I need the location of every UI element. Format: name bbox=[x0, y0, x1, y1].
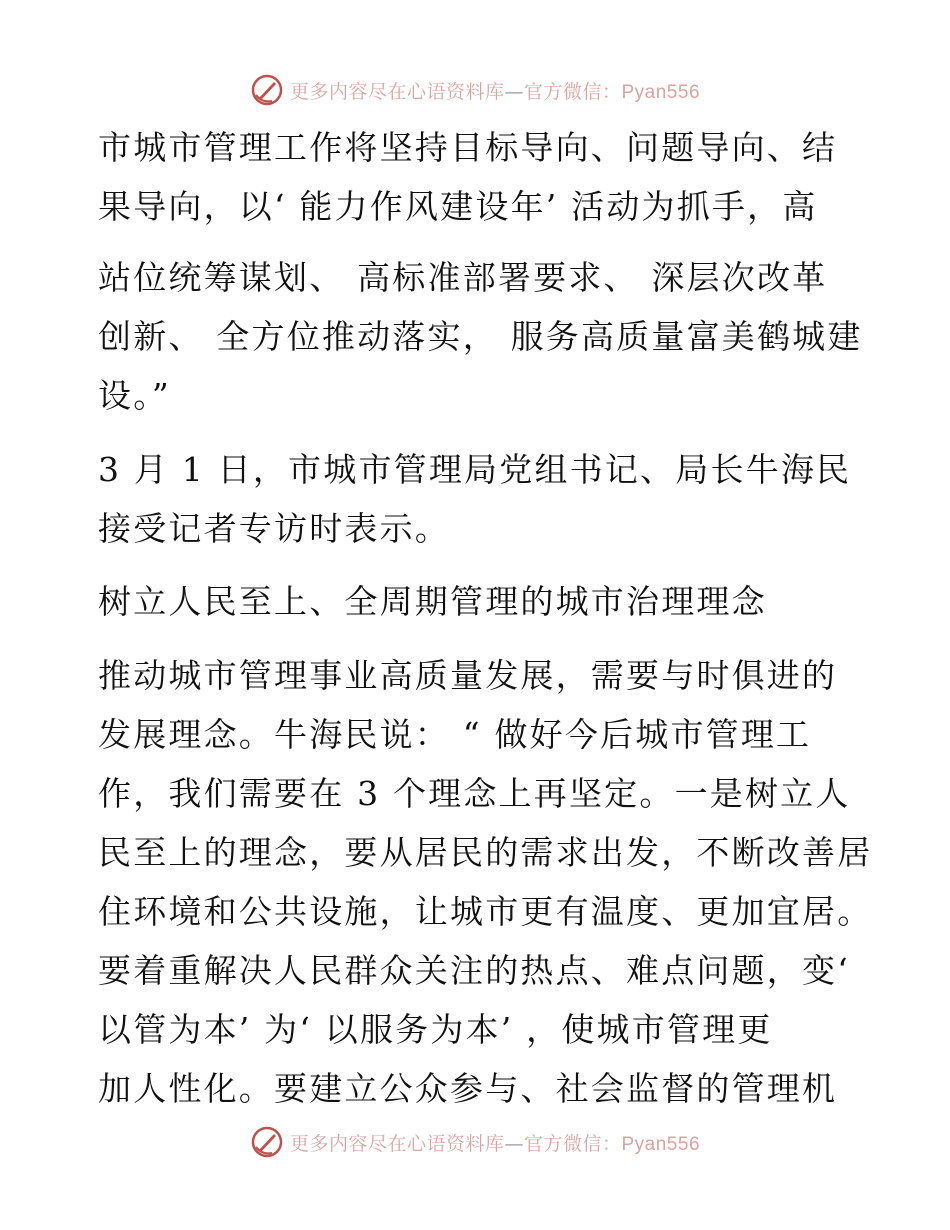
body-line: 3 月 1 日，市城市管理局党组书记、局长牛海民 bbox=[98, 450, 852, 489]
body-line: 民至上的理念，要从居民的需求出发，不断改善居 bbox=[98, 833, 873, 872]
body-line: 要着重解决人民群众关注的热点、难点问题，变‘ bbox=[98, 951, 850, 990]
body-line: 作，我们需要在 3 个理念上再坚定。一是树立人 bbox=[98, 774, 851, 813]
body-line: 以管为本’ 为‘ 以服务为本’ ，使城市管理更 bbox=[98, 1010, 773, 1049]
body-line: 站位统筹谋划、 高标准部署要求、 深层次改革 bbox=[98, 258, 828, 297]
body-line: 加人性化。要建立公众参与、社会监督的管理机 bbox=[98, 1069, 838, 1108]
body-line: 推动城市管理事业高质量发展，需要与时俱进的 bbox=[98, 656, 838, 695]
body-line: 设。” bbox=[98, 376, 171, 415]
body-line: 果导向，以‘ 能力作风建设年’ 活动为抓手，高 bbox=[98, 187, 818, 226]
quill-circle-logo-icon bbox=[250, 1125, 284, 1159]
body-line: 住环境和公共设施，让城市更有温度、更加宜居。 bbox=[98, 892, 873, 931]
watermark-text: 更多内容尽在心语资料库—官方微信：Pyan556 bbox=[289, 1132, 701, 1155]
body-line: 市城市管理工作将坚持目标导向、问题导向、结 bbox=[98, 128, 838, 167]
section-heading: 树立人民至上、全周期管理的城市治理理念 bbox=[98, 582, 767, 621]
body-line: 发展理念。牛海民说： “ 做好今后城市管理工 bbox=[98, 715, 812, 754]
footer-watermark bbox=[0, 1122, 950, 1162]
body-line: 接受记者专访时表示。 bbox=[98, 509, 450, 548]
watermark-text: 更多内容尽在心语资料库—官方微信：Pyan556 bbox=[289, 80, 701, 103]
body-line: 创新、 全方位推动落实， 服务高质量富美鹤城建 bbox=[98, 317, 863, 356]
